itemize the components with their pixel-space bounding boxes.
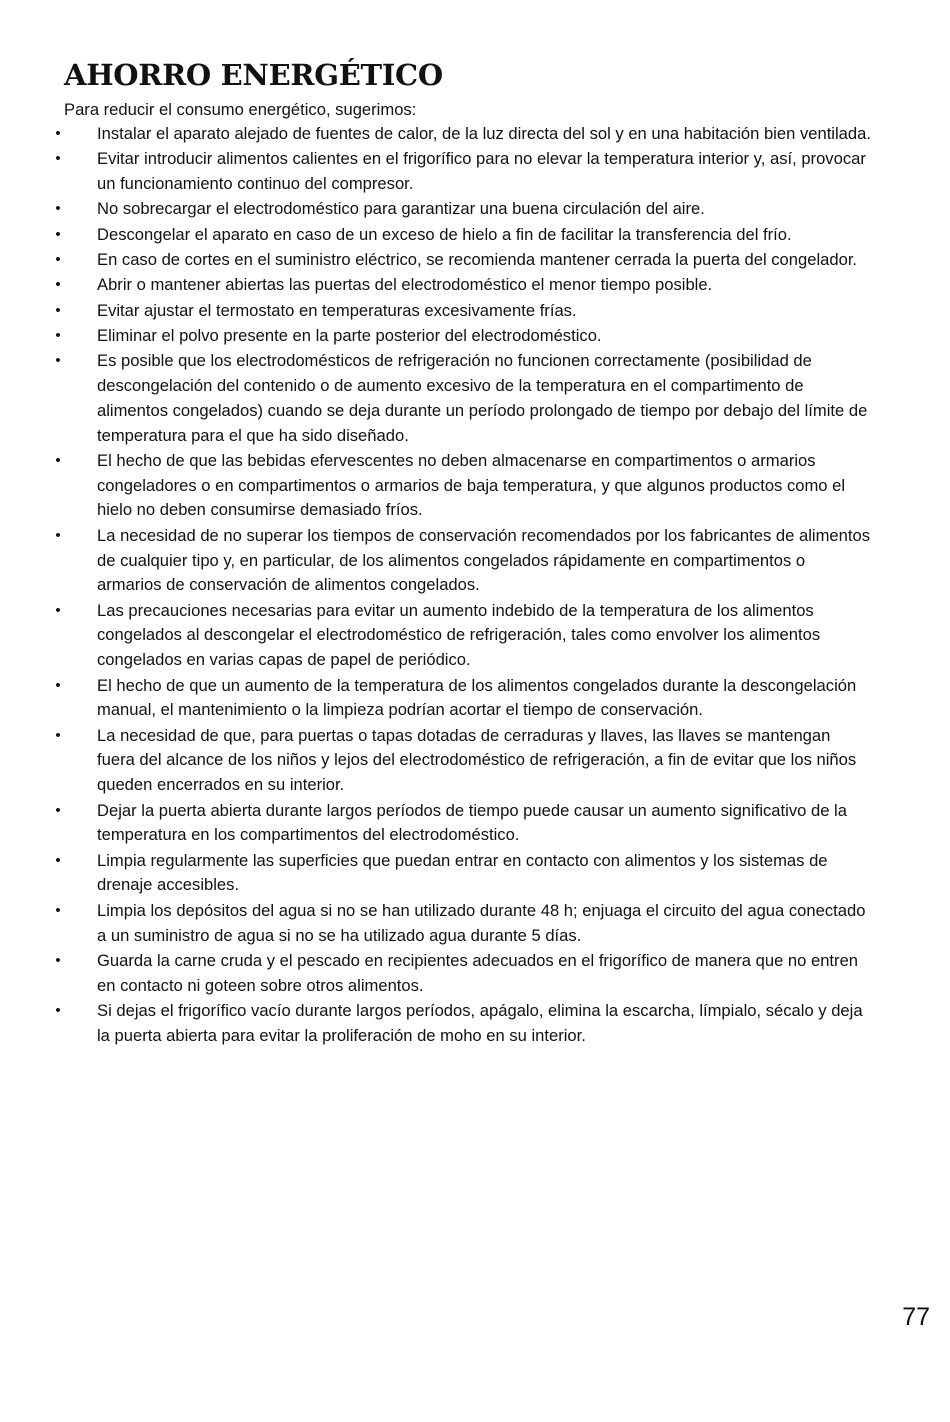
bullet-icon: •	[55, 726, 61, 744]
list-item-text: Eliminar el polvo presente en la parte posterior del electrodoméstico.	[97, 325, 602, 345]
list-item-text: El hecho de que las bebidas efervescentes no deben almacenarse en compartimentos o armarios congeladores o en compartimentos o armarios de baja temperatura, y que algunos productos como el hielo no deben consumirse demasiado fríos.	[97, 450, 846, 520]
list-item	[0, 524, 872, 598]
bullet-icon: •	[55, 150, 61, 168]
list-item	[0, 197, 872, 222]
list-item	[0, 223, 872, 248]
bullet-icon: •	[55, 451, 61, 469]
bullet-icon: •	[55, 250, 61, 268]
list-item	[0, 849, 872, 899]
bullet-icon: •	[55, 200, 61, 218]
list-item-text: Si dejas el frigorífico vacío durante largos períodos, apágalo, elimina la escarcha, límpialo, sécalo y deja la puerta abierta para evitar la proliferación de moho en su interior.	[97, 1000, 863, 1045]
list-item	[0, 299, 872, 324]
bullet-icon: •	[55, 801, 61, 819]
bullet-icon: •	[55, 1001, 61, 1019]
list-item	[0, 599, 872, 673]
list-item-text: Descongelar el aparato en caso de un exceso de hielo a fin de facilitar la transferencia del frío.	[97, 224, 792, 244]
list-item	[0, 449, 872, 523]
bullet-icon: •	[55, 301, 61, 319]
list-item	[0, 273, 872, 298]
bullet-icon: •	[55, 326, 61, 344]
bullet-icon: •	[55, 851, 61, 869]
list-item-text: Limpia los depósitos del agua si no se han utilizado durante 48 h; enjuaga el circuito del agua conectado a un suministro de agua si no se ha utilizado agua durante 5 días.	[97, 900, 866, 945]
list-item-text: La necesidad de no superar los tiempos de conservación recomendados por los fabricantes de alimentos de cualquier tipo y, en particular, de los alimentos congelados rápidamente en compartimentos o armarios de conservación de alimentos congelados.	[97, 525, 870, 595]
page-title: AHORRO ENERGÉTICO	[64, 58, 443, 92]
list-item-text: El hecho de que un aumento de la temperatura de los alimentos congelados durante la descongelación manual, el mantenimiento o la limpieza podrían acortar el tiempo de conservación.	[97, 675, 857, 720]
list-item	[0, 724, 872, 798]
list-item-text: Instalar el aparato alejado de fuentes de calor, de la luz directa del sol y en una habitación bien ventilada.	[97, 124, 871, 143]
list-item-text: Evitar introducir alimentos calientes en el frigorífico para no elevar la temperatura interior y, así, provocar un funcionamiento continuo del compresor.	[97, 149, 866, 194]
list-item	[0, 324, 872, 349]
list-item-text: Limpia regularmente las superficies que puedan entrar en contacto con alimentos y los sistemas de drenaje accesibles.	[97, 850, 828, 895]
bullet-icon: •	[55, 526, 61, 544]
bullet-icon: •	[55, 225, 61, 243]
list-item	[0, 349, 872, 448]
bullet-icon: •	[55, 352, 61, 370]
list-item-text: No sobrecargar el electrodoméstico para garantizar una buena circulación del aire.	[97, 199, 705, 219]
list-item-text: Es posible que los electrodomésticos de refrigeración no funcionen correctamente (posibilidad de descongelación del contenido o de aumento excesivo de la temperatura en el compartimento de alimentos congelados) cuando se deja durante un período prolongado de tiempo por debajo del límite de temperatura para el que ha sido diseñado.	[97, 351, 868, 445]
bullet-icon: •	[55, 125, 61, 142]
intro-text: Para reducir el consumo energético, sugerimos:	[64, 100, 417, 119]
list-item-text: Dejar la puerta abierta durante largos períodos de tiempo puede causar un aumento significativo de la temperatura en los compartimentos del electrodoméstico.	[97, 800, 847, 845]
list-item	[0, 999, 872, 1049]
list-item	[0, 248, 872, 273]
list-item	[0, 147, 872, 197]
page-number: 77	[902, 1303, 930, 1331]
list-item	[0, 122, 872, 147]
list-item-text: Las precauciones necesarias para evitar un aumento indebido de la temperatura de los alimentos congelados al descongelar el electrodoméstico de refrigeración, tales como envolver los alimentos congelados en varias capas de papel de periódico.	[97, 600, 821, 670]
bullet-icon: •	[55, 951, 61, 969]
list-item-text: Evitar ajustar el termostato en temperaturas excesivamente frías.	[97, 300, 577, 320]
list-item	[0, 799, 872, 849]
bullet-icon: •	[55, 601, 61, 619]
list-item	[0, 674, 872, 724]
bullet-icon: •	[55, 901, 61, 919]
list-item	[0, 949, 872, 999]
list-item	[0, 899, 872, 949]
bullet-icon: •	[55, 276, 61, 294]
tips-list	[0, 122, 950, 1049]
list-item-text: La necesidad de que, para puertas o tapas dotadas de cerraduras y llaves, las llaves se mantengan fuera del alcance de los niños y lejos del electrodoméstico de refrigeración, a fin de evitar que los niños queden encerrados en su interior.	[97, 725, 857, 795]
list-item-text: En caso de cortes en el suministro eléctrico, se recomienda mantener cerrada la puerta del congelador.	[97, 249, 858, 269]
list-item-text: Abrir o mantener abiertas las puertas del electrodoméstico el menor tiempo posible.	[97, 275, 713, 295]
list-item-text: Guarda la carne cruda y el pescado en recipientes adecuados en el frigorífico de manera que no entren en contacto ni goteen sobre otros alimentos.	[97, 950, 859, 995]
bullet-icon: •	[55, 676, 61, 694]
